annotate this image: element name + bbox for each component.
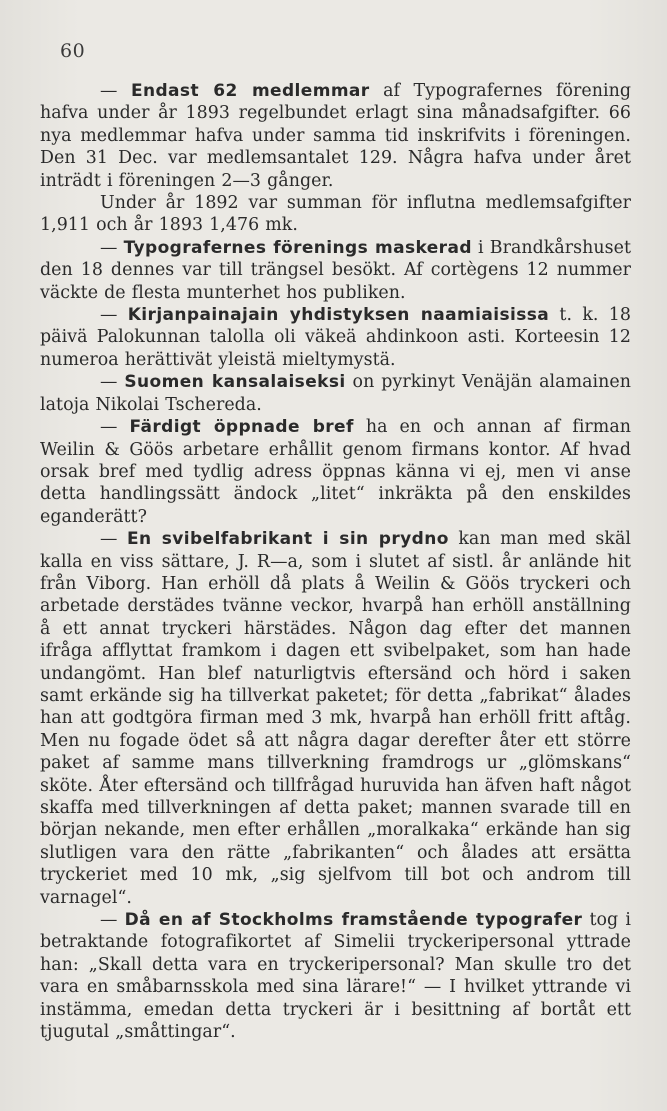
paragraph-text: i Brandkårshuset den 18 dennes var till trängsel besökt. Af cortègens 12 nummer väckte de flesta munterhet hos publiken. [40,237,631,303]
paragraph-lead: Färdigt öppnade bref [129,417,354,438]
paragraph-text: t. k. 18 päivä Palokunnan talolla oli väkeä ahdinkoon asti. Korteesin 12 numeroa herättivät yleistä mieltymystä. [40,305,631,370]
paragraph-svibel: — En svibelfabrikant i sin prydno kan man med skäl kalla en viss sättare, J. R—a, som i slutet af sistl. år anlände hit från Viborg. Han erhöll då plats å Weilin & Göös tryckeri och arbetade derstädes tvänne veckor, hvarpå han erhöll anställning å ett annat tryckeri härstädes. Någon dag efter det mannen ifråga afflyttat framkom i dagen ett svibelpaket, som han hade undangömt. Han blef naturligtvis eftersänd och hörd i saken samt erkände sig ha tillverkat paketet; för detta „fabrikat“ ålades han att godtgöra firman med 3 mk, hvarpå han erhöll fritt aftåg. Men nu fogade ödet så att några dagar derefter åter ett större paket af samme mans tillverkning framdrogs ur „glömskans“ sköte. Åter eftersänd och tillfrågad huruvida han äfven haft något skaffa med tillverkningen af detta paket; mannen svarade till en början nekande, men efter erhållen „moralkaka“ erkände han sig slutligen vara den rätte „fabrikanten“ och ålades att ersätta tryckeriet med 10 mk, „sig sjelfvom till bot och androm till varnagel“. [40,529,632,908]
paragraph-lead: Då en af Stockholms framstående typografer [124,910,583,931]
paragraph-lead: En svibelfabrikant i sin prydno [126,529,449,550]
paragraph-finnish-masquerade: — Kirjanpainajain yhdistyksen naamiaisissa t. k. 18 päivä Palokunnan talolla oli väkeä ahdinkoon asti. Korteesin 12 numeroa herättivät yleistä mieltymystä. [40,305,631,370]
paragraph-opened-letters: — Färdigt öppnade bref ha en och annan af firman Weilin & Göös arbetare erhållit genom firmans kontor. Af hvad orsak bref med tydlig adress öppnas känna vi ej, men vi anse detta handlingssätt ändock „litet“ inkräkta på den enskildes eganderätt? [40,417,632,527]
paragraph-members: — Endast 62 medlemmar af Typografernes förening hafva under år 1893 regelbundet erlagt sina månadsafgifter. 66 nya medlemmar hafva under samma tid inskrifvits i föreningen. Den 31 Dec. var medlemsantalet 129. Några hafva under året inträdt i föreningen 2—3 gånger. [40,81,631,191]
paragraph-lead: Typografernes förenings maskerad [123,237,472,258]
paragraph-lead: Kirjanpainajain yhdistyksen naamiaisissa [127,305,550,326]
paragraph-masquerade: — Typografernes förenings maskerad i Brandkårshuset den 18 dennes var till trängsel besökt. Af cortègens 12 nummer väckte de flesta munterhet hos publiken. [40,237,631,303]
paragraph-fees [40,192,631,237]
page-number: 60 [60,40,86,62]
paragraph-stockholm: — Då en af Stockholms framstående typografer tog i betraktande fotografikortet af Simelii tryckeripersonal yttrade han: „Skall detta vara en tryckeripersonal? Man skulle tro det vara en småbarnsskola med sina lärare!“ — I hvilket yttrande vi instämma, emedan detta tryckeri är i besittning af bortåt ett tjugutal „småttingar“. [40,910,631,1043]
paragraph-text: on pyrkinyt Venäjän alamainen latoja Nikolai Tschereda. [40,372,631,415]
paragraph-text: tog i betraktande fotografikortet af Simelii tryckeripersonal yttrade han: „Skall detta vara en tryckeripersonal? Man skulle tro det vara en småbarnsskola med sina lärare!“ — I hvilket yttrande vi instämma, emedan detta tryckeri är i besittning af bortåt ett tjugutal „småttingar“. [40,910,631,1043]
paragraph-text: af Typografernes förening hafva under år 1893 regelbundet erlagt sina månadsafgifter. 66 nya medlemmar hafva under samma tid inskrifvits i föreningen. Den 31 Dec. var medlemsantalet 129. Några hafva under året inträdt i föreningen 2—3 gånger. [40,81,631,191]
paragraph-text: ha en och annan af firman Weilin & Göös arbetare erhållit genom firmans kontor. Af hvad orsak bref med tydlig adress öppnas känna vi ej, men vi anse detta handlingssätt ändock „litet“ inkräkta på den enskildes eganderätt? [40,417,632,527]
paragraph-citizenship: — Suomen kansalaiseksi on pyrkinyt Venäjän alamainen latoja Nikolai Tschereda. [40,372,631,415]
paragraph-lead: Suomen kansalaiseksi [124,372,346,393]
paragraph-text: Under år 1892 var summan för influtna medlemsafgifter 1,911 och år 1893 1,476 mk. [40,193,631,236]
paragraph-lead: Endast 62 medlemmar [130,81,370,101]
paragraph-text: kan man med skäl kalla en viss sättare, J. R—a, som i slutet af sistl. år anlände hit från Viborg. Han erhöll då plats å Weilin & Göös tryckeri och arbetade derstädes tvänne veckor, hvarpå han erhöll anställning å ett annat tryckeri härstädes. Någon dag efter det mannen ifråga afflyttat framkom i dagen ett svibelpaket, som han hade undangömt. Han blef naturligtvis eftersänd och hörd i saken samt erkände sig ha tillverkat paketet; för detta „fabrikat“ ålades han att godtgöra firman med 3 mk, hvarpå han erhöll fritt aftåg. Men nu fogade ödet så att några dagar derefter åter ett större paket af samme mans tillverkning framdrogs ur „glömskans“ sköte. Åter eftersänd och tillfrågad huruvida han äfven haft något skaffa med tillverkningen af detta paket; mannen svarade till en början nekande, men efter erhållen „moralkaka“ erkände han sig slutligen vara den rätte „fabrikanten“ och ålades att ersätta tryckeriet med 10 mk, „sig sjelfvom till bot och androm till varnagel“. [40,529,632,908]
